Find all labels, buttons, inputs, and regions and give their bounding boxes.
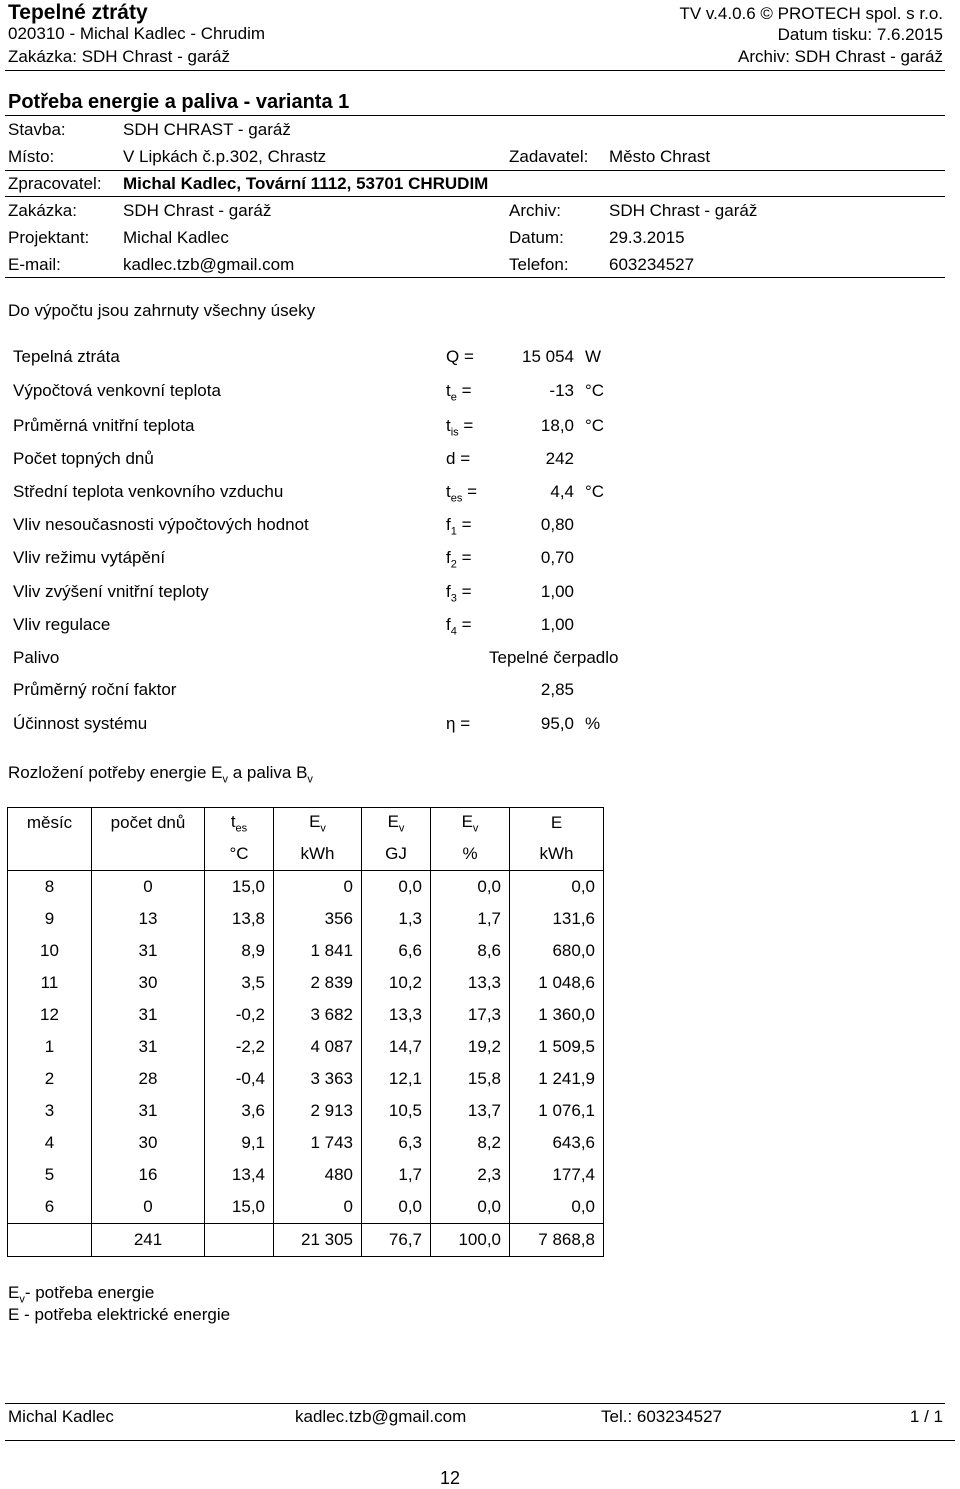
table-cell: 8,6 [431, 935, 510, 967]
table-cell: 480 [274, 1159, 362, 1191]
misto-value: V Lipkách č.p.302, Chrastz [123, 147, 327, 166]
table-header-cell: počet dnů [92, 808, 205, 839]
table-cell: 13 [92, 903, 205, 935]
table-cell: 1 048,6 [510, 967, 604, 999]
section-title: Potřeba energie a paliva - varianta 1 [8, 91, 350, 113]
table-row [8, 871, 604, 904]
param-value: 2,85 [540, 680, 574, 699]
page-number: 12 [440, 1468, 461, 1488]
footer-page: 1 / 1 [909, 1407, 943, 1426]
table-cell: 1 743 [274, 1127, 362, 1159]
table-cell: 15,0 [205, 871, 274, 904]
footer-author: Michal Kadlec [8, 1407, 114, 1426]
table-total-cell: 21 305 [274, 1224, 362, 1257]
param-value: -13 [549, 381, 574, 400]
footer-divider-top [5, 1403, 945, 1404]
table-cell: 643,6 [510, 1127, 604, 1159]
monthly-distribution-table [7, 807, 604, 1257]
param-value: 1,00 [540, 582, 574, 601]
header-order-line: Zakázka: SDH Chrast - garáž [8, 47, 231, 66]
table-header-cell: $t_{es}$ [205, 808, 274, 839]
table-total-cell: 241 [92, 1224, 205, 1257]
table-cell: 1 841 [274, 935, 362, 967]
table-total-cell [205, 1224, 274, 1257]
table-total-row [8, 1224, 604, 1257]
info-divider-2 [5, 196, 945, 197]
table-cell: 30 [92, 967, 205, 999]
table-cell: 8,2 [431, 1127, 510, 1159]
table-cell: 5 [8, 1159, 92, 1191]
param-value: 0,80 [540, 515, 574, 534]
table-cell: 15,0 [205, 1191, 274, 1224]
table-cell: 31 [92, 935, 205, 967]
table-header-cell: $E_v$ [274, 808, 362, 839]
table-cell: 1 241,9 [510, 1063, 604, 1095]
param-label: Průměrný roční faktor [13, 680, 177, 699]
param-label: Účinnost systému [13, 714, 148, 733]
param-unit: °C [585, 416, 605, 435]
table-total-cell: 100,0 [431, 1224, 510, 1257]
table-cell: 0,0 [431, 871, 510, 904]
header-print-date: Datum tisku: 7.6.2015 [777, 25, 943, 44]
table-unit-cell: °C [205, 838, 274, 871]
table-cell: 131,6 [510, 903, 604, 935]
telefon-label: Telefon: [509, 255, 569, 274]
table-unit-cell [92, 838, 205, 871]
table-cell: 31 [92, 1095, 205, 1127]
legend-e: E - potřeba elektrické energie [8, 1305, 231, 1324]
table-cell: 0 [92, 871, 205, 904]
table-cell: 2 913 [274, 1095, 362, 1127]
table-cell: -0,2 [205, 999, 274, 1031]
table-cell: 8 [8, 871, 92, 904]
header-job-line: 020310 - Michal Kadlec - Chrudim [8, 24, 266, 43]
table-cell: 1 509,5 [510, 1031, 604, 1063]
table-row [8, 1191, 604, 1224]
info-divider-3 [5, 277, 945, 278]
table-cell: 0,0 [362, 1191, 431, 1224]
param-symbol: $t_e$ = [446, 381, 472, 404]
table-header-cell: $E_v$ [431, 808, 510, 839]
table-cell: 9 [8, 903, 92, 935]
header-archive: Archiv: SDH Chrast - garáž [738, 47, 943, 66]
param-value: 4,4 [550, 482, 574, 501]
table-cell: 356 [274, 903, 362, 935]
table-cell: 9,1 [205, 1127, 274, 1159]
table-cell: 28 [92, 1063, 205, 1095]
param-value: Tepelné čerpadlo [489, 648, 619, 667]
param-symbol: d = [446, 449, 471, 468]
table-row [8, 1127, 604, 1159]
zakazka-value: SDH Chrast - garáž [123, 201, 272, 220]
table-cell: 4 087 [274, 1031, 362, 1063]
table-cell: 6 [8, 1191, 92, 1224]
table-header-row [8, 808, 604, 839]
table-cell: 13,8 [205, 903, 274, 935]
table-header-cell: měsíc [8, 808, 92, 839]
table-cell: 1,7 [431, 903, 510, 935]
param-symbol: η = [446, 714, 471, 733]
table-cell: -2,2 [205, 1031, 274, 1063]
param-label: Vliv zvýšení vnitřní teploty [13, 582, 209, 601]
table-cell: 1 076,1 [510, 1095, 604, 1127]
param-symbol: $f_2$ = [446, 548, 472, 571]
table-cell: 12,1 [362, 1063, 431, 1095]
table-units-row [8, 838, 604, 871]
zpracovatel-value: Michal Kadlec, Tovární 1112, 53701 CHRUDIM [123, 174, 489, 193]
datum-label: Datum: [509, 228, 564, 247]
table-cell: 177,4 [510, 1159, 604, 1191]
table-cell: 2 [8, 1063, 92, 1095]
param-label: Střední teplota venkovního vzduchu [13, 482, 284, 501]
table-cell: 10,2 [362, 967, 431, 999]
param-value: 95,0 [540, 714, 574, 733]
table-cell: 3,5 [205, 967, 274, 999]
table-unit-cell: kWh [510, 838, 604, 871]
table-cell: 1,3 [362, 903, 431, 935]
table-cell: 13,3 [362, 999, 431, 1031]
table-cell: 13,4 [205, 1159, 274, 1191]
param-value: 242 [545, 449, 574, 468]
projektant-label: Projektant: [8, 228, 90, 247]
footer-email: kadlec.tzb@gmail.com [295, 1407, 467, 1426]
header-divider [5, 70, 945, 71]
table-cell: 17,3 [431, 999, 510, 1031]
param-symbol: $t_{is}$ = [446, 416, 474, 439]
archiv-value: SDH Chrast - garáž [609, 201, 758, 220]
table-total-cell: 76,7 [362, 1224, 431, 1257]
table-cell: 0,0 [510, 871, 604, 904]
table-row [8, 935, 604, 967]
table-cell: 4 [8, 1127, 92, 1159]
misto-label: Místo: [8, 147, 55, 166]
table-cell: 16 [92, 1159, 205, 1191]
table-cell: 30 [92, 1127, 205, 1159]
table-cell: 13,7 [431, 1095, 510, 1127]
footer-divider-bottom [5, 1440, 955, 1441]
table-cell: 2,3 [431, 1159, 510, 1191]
param-symbol: Q = [446, 347, 474, 366]
zpracovatel-label: Zpracovatel: [8, 174, 102, 193]
param-symbol: $t_{es}$ = [446, 482, 478, 505]
table-cell: 14,7 [362, 1031, 431, 1063]
table-cell: 19,2 [431, 1031, 510, 1063]
header-software-version: TV v.4.0.6 © PROTECH spol. s r.o. [679, 4, 943, 23]
table-cell: 1,7 [362, 1159, 431, 1191]
email-label: E-mail: [8, 255, 61, 274]
table-cell: 10 [8, 935, 92, 967]
table-cell: 3 [8, 1095, 92, 1127]
table-cell: -0,4 [205, 1063, 274, 1095]
table-cell: 10,5 [362, 1095, 431, 1127]
table-cell: 2 839 [274, 967, 362, 999]
table-cell: 0 [274, 1191, 362, 1224]
table-row [8, 999, 604, 1031]
param-label: Tepelná ztráta [13, 347, 120, 366]
table-cell: 0,0 [510, 1191, 604, 1224]
table-cell: 8,9 [205, 935, 274, 967]
param-label: Výpočtová venkovní teplota [13, 381, 221, 400]
table-header-cell: E [510, 808, 604, 839]
table-unit-cell: GJ [362, 838, 431, 871]
table-cell: 11 [8, 967, 92, 999]
param-symbol: $f_1$ = [446, 515, 472, 538]
param-symbol: $f_3$ = [446, 582, 472, 605]
email-value: kadlec.tzb@gmail.com [123, 255, 295, 274]
table-unit-cell: % [431, 838, 510, 871]
distribution-title: Rozložení potřeby energie $E_v$ a paliva $B_v$ [8, 763, 313, 786]
table-cell: 12 [8, 999, 92, 1031]
param-value: 15 054 [522, 347, 574, 366]
projektant-value: Michal Kadlec [123, 228, 229, 247]
archiv-label: Archiv: [509, 201, 561, 220]
zadavatel-value: Město Chrast [609, 147, 711, 166]
table-header-cell: $E_v$ [362, 808, 431, 839]
table-cell: 6,6 [362, 935, 431, 967]
param-symbol: $f_4$ = [446, 615, 472, 638]
param-unit: W [585, 347, 602, 366]
table-row [8, 1031, 604, 1063]
table-cell: 0 [274, 871, 362, 904]
zadavatel-label: Zadavatel: [509, 147, 589, 166]
legend-ev: $E_v-$ potřeba energie [8, 1283, 155, 1306]
param-label: Vliv nesoučasnosti výpočtových hodnot [13, 515, 309, 534]
table-cell: 0 [92, 1191, 205, 1224]
param-label: Vliv regulace [13, 615, 111, 634]
info-divider-1 [5, 170, 945, 171]
param-value: 0,70 [540, 548, 574, 567]
param-label: Průměrná vnitřní teplota [13, 416, 195, 435]
param-unit: °C [585, 482, 605, 501]
param-label: Vliv režimu vytápění [13, 548, 166, 567]
table-row [8, 1095, 604, 1127]
table-total-cell: 7 868,8 [510, 1224, 604, 1257]
stavba-value: SDH CHRAST - garáž [123, 120, 291, 139]
telefon-value: 603234527 [609, 255, 695, 274]
table-cell: 0,0 [431, 1191, 510, 1224]
document-title: Tepelné ztráty [8, 1, 148, 24]
table-unit-cell [8, 838, 92, 871]
param-unit: °C [585, 381, 605, 400]
table-cell: 15,8 [431, 1063, 510, 1095]
table-row [8, 903, 604, 935]
sections-note: Do výpočtu jsou zahrnuty všechny úseky [8, 301, 316, 320]
table-cell: 680,0 [510, 935, 604, 967]
datum-value: 29.3.2015 [609, 228, 685, 247]
table-row [8, 1159, 604, 1191]
param-label: Počet topných dnů [13, 449, 154, 468]
table-cell: 3,6 [205, 1095, 274, 1127]
section-divider [5, 115, 945, 116]
param-label: Palivo [13, 648, 60, 667]
param-value: 1,00 [540, 615, 574, 634]
table-row [8, 1063, 604, 1095]
stavba-label: Stavba: [8, 120, 66, 139]
zakazka-label: Zakázka: [8, 201, 77, 220]
footer-phone: Tel.: 603234527 [601, 1407, 722, 1426]
table-cell: 6,3 [362, 1127, 431, 1159]
table-cell: 0,0 [362, 871, 431, 904]
table-unit-cell: kWh [274, 838, 362, 871]
table-cell: 3 682 [274, 999, 362, 1031]
param-unit: % [585, 714, 601, 733]
table-cell: 1 360,0 [510, 999, 604, 1031]
table-cell: 31 [92, 1031, 205, 1063]
table-cell: 13,3 [431, 967, 510, 999]
table-row [8, 967, 604, 999]
table-cell: 31 [92, 999, 205, 1031]
table-total-cell [8, 1224, 92, 1257]
param-value: 18,0 [540, 416, 574, 435]
table-cell: 1 [8, 1031, 92, 1063]
table-cell: 3 363 [274, 1063, 362, 1095]
